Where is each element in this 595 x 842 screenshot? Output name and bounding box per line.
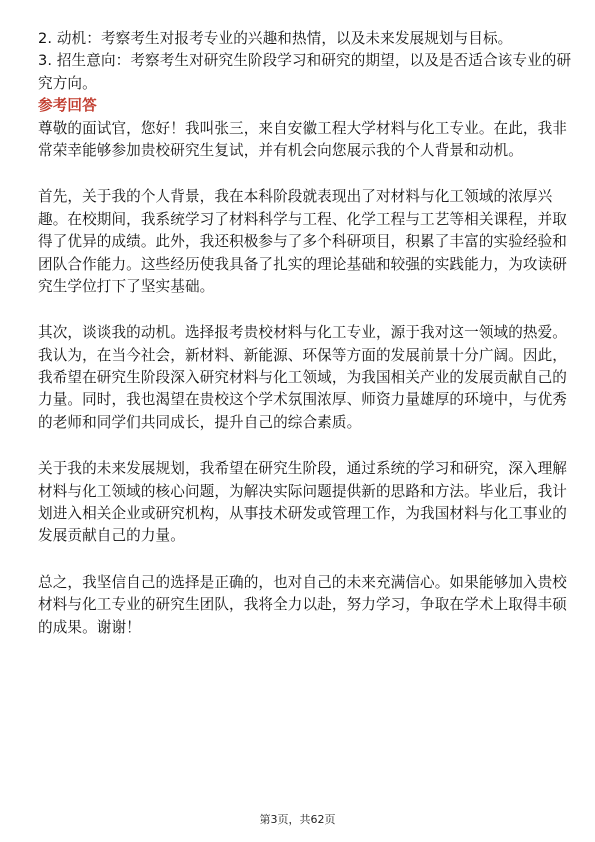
paragraph-line: 材料与化工专业的研究生团队，我将全力以赴，努力学习，争取在学术上取得丰硕 bbox=[38, 596, 567, 614]
paragraph-line: 尊敬的面试官，您好！我叫张三，来自安徽工程大学材料与化工专业。在此，我非 bbox=[38, 119, 567, 137]
paragraph-background bbox=[38, 186, 567, 298]
paragraph-line: 首先，关于我的个人背景，我在本科阶段就表现出了对材料与化工领域的浓厚兴 bbox=[38, 188, 553, 206]
paragraph-line: 的成果。谢谢！ bbox=[38, 618, 141, 636]
criteria-item-intention-line: 究方向。 bbox=[38, 74, 97, 92]
paragraph-gap bbox=[38, 162, 563, 186]
paragraph-line: 其次，谈谈我的动机。选择报考贵校材料与化工专业，源于我对这一领域的热爱。 bbox=[38, 324, 567, 342]
paragraph-future-plan bbox=[38, 458, 567, 548]
paragraph-line: 常荣幸能够参加贵校研究生复试，并有机会向您展示我的个人背景和动机。 bbox=[38, 141, 523, 159]
criteria-item-intention-line: 3. 招生意向：考察考生对研究生阶段学习和研究的期望，以及是否适合该专业的研 bbox=[38, 52, 572, 70]
paragraph-line: 力量。同时，我也渴望在贵校这个学术氛围浓厚、师资力量雄厚的环境中，与优秀 bbox=[38, 391, 567, 409]
paragraph-line: 究生学位打下了坚实基础。 bbox=[38, 277, 215, 295]
paragraph-line: 关于我的未来发展规划，我希望在研究生阶段，通过系统的学习和研究，深入理解 bbox=[38, 460, 567, 478]
reference-answer-heading: 参考回答 bbox=[38, 97, 97, 115]
paragraph-line: 的老师和同学们共同成长，提升自己的综合素质。 bbox=[38, 413, 362, 431]
page-number-footer: 第3页，共62页 bbox=[259, 813, 336, 826]
paragraph-gap bbox=[38, 434, 563, 458]
paragraph-gap bbox=[38, 298, 563, 322]
paragraph-motivation bbox=[38, 322, 567, 434]
paragraph-line: 我认为，在当今社会，新材料、新能源、环保等方面的发展前景十分广阔。因此， bbox=[38, 346, 567, 364]
criteria-item-motivation: 2. 动机：考察考生对报考专业的兴趣和热情，以及未来发展规划与目标。 bbox=[38, 30, 513, 47]
paragraph-gap bbox=[38, 548, 563, 572]
page-content bbox=[38, 28, 572, 639]
paragraph-line: 我希望在研究生阶段深入研究材料与化工领域，为我国相关产业的发展贡献自己的 bbox=[38, 369, 567, 387]
paragraph-line: 总之，我坚信自己的选择是正确的，也对自己的未来充满信心。如果能够加入贵校 bbox=[38, 573, 567, 591]
paragraph-line: 材料与化工领域的核心问题，为解决实际问题提供新的思路和方法。毕业后，我计 bbox=[38, 482, 567, 500]
paragraph-greeting bbox=[38, 118, 567, 163]
paragraph-line: 得了优异的成绩。此外，我还积极参与了多个科研项目，积累了丰富的实验经验和 bbox=[38, 233, 567, 251]
paragraph-line: 趣。在校期间，我系统学习了材料科学与工程、化学工程与工艺等相关课程，并取 bbox=[38, 210, 567, 228]
paragraph-conclusion bbox=[38, 572, 567, 639]
paragraph-line: 发展贡献自己的力量。 bbox=[38, 527, 185, 545]
paragraph-line: 划进入相关企业或研究机构，从事技术研发或管理工作，为我国材料与化工事业的 bbox=[38, 505, 567, 523]
paragraph-line: 团队合作能力。这些经历使我具备了扎实的理论基础和较强的实践能力，为攻读研 bbox=[38, 255, 567, 273]
